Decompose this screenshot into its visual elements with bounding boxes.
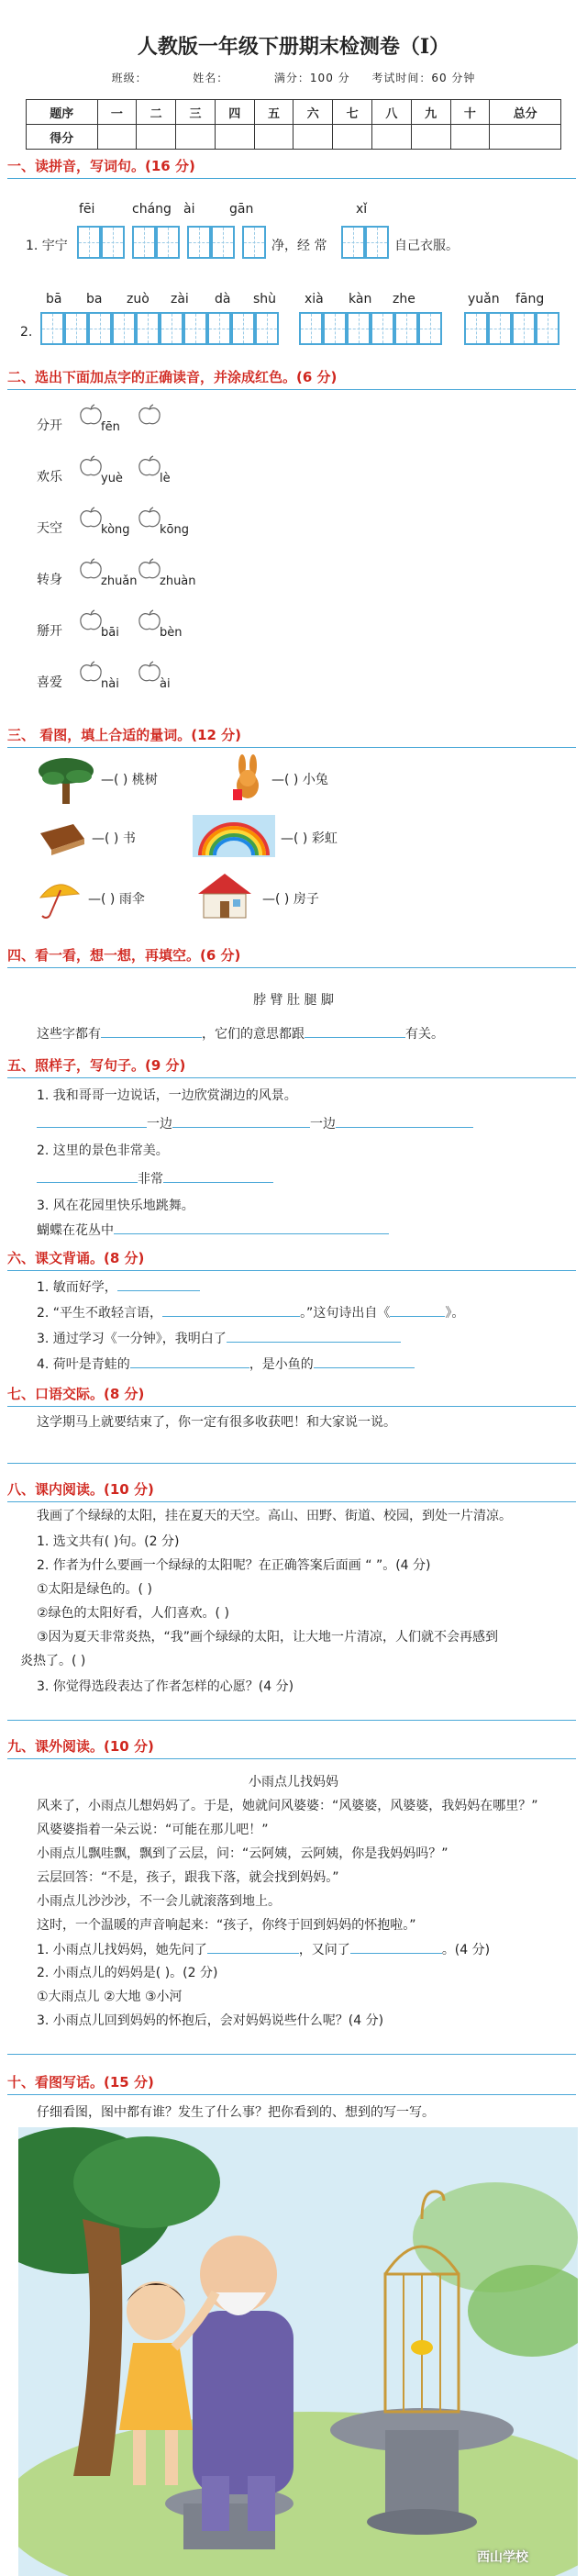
writing-box[interactable]: [464, 312, 488, 345]
pinyin: yuǎn: [468, 292, 500, 307]
writing-box[interactable]: [88, 312, 112, 345]
target-word: 掰开: [37, 624, 62, 639]
section-3-rule: [7, 747, 576, 748]
answer-blank[interactable]: [227, 1329, 401, 1343]
name-label: 姓名：: [193, 72, 229, 84]
pinyin: shù: [253, 292, 277, 307]
story-para: 小雨点儿飘哇飘，飘到了云层，问：“云阿姨，云阿姨，你是我妈妈吗？”: [37, 1846, 449, 1861]
score-cell[interactable]: [490, 125, 561, 150]
writing-box[interactable]: [64, 312, 88, 345]
q8-option-2: ②绿色的太阳好看，人们喜欢。( ): [37, 1606, 229, 1621]
grandpa-girl-bird-illustration: [18, 2127, 578, 2576]
section-4-heading: 四、看一看，想一想，再填空。(6 分): [7, 947, 241, 964]
q6-line-3: 3. 通过学习《一分钟》，我明白了: [37, 1329, 401, 1348]
q7-prompt: 这学期马上就要结束了，你一定有很多收获吧！和大家说一说。: [37, 1415, 396, 1430]
writing-box[interactable]: [211, 226, 235, 259]
rabbit-picture: [229, 754, 266, 802]
score-table-header-cell: 题序: [27, 100, 98, 125]
passage-8: 我画了个绿绿的太阳，挂在夏天的天空。高山、田野、街道、校园，到处一片清凉。: [37, 1509, 512, 1523]
pinyin-option: yuè: [101, 472, 123, 485]
section-5-rule: [7, 1077, 576, 1078]
pinyin-option: nài: [101, 677, 119, 691]
target-word: 分开: [37, 418, 62, 433]
measure-word-rainbow: —( ) 彩虹: [281, 831, 338, 846]
q1-suffix: 自己衣服。: [394, 239, 459, 253]
section-6-rule: [7, 1270, 576, 1271]
writing-box[interactable]: [242, 226, 266, 259]
story-para: 风来了，小雨点儿想妈妈了。于是，她就问风婆婆：“风婆婆，风婆婆，我妈妈在哪里？”: [37, 1799, 538, 1813]
q9-2: 2. 小雨点儿的妈妈是( )。(2 分): [37, 1966, 218, 1980]
apple-answer-icon[interactable]: [79, 558, 103, 580]
writing-box[interactable]: [488, 312, 512, 345]
section-10-heading: 十、看图写话。(15 分): [7, 2074, 154, 2091]
answer-blank[interactable]: [117, 1277, 200, 1291]
answer-blank[interactable]: [172, 1114, 310, 1128]
q1-prefix: 1. 宇宁: [26, 239, 68, 253]
writing-box[interactable]: [365, 226, 389, 259]
answer-blank[interactable]: [130, 1355, 249, 1368]
measure-word-book: —( ) 书: [92, 831, 136, 846]
reading-choice-row: [37, 417, 62, 435]
answer-blank[interactable]: [37, 1169, 138, 1183]
writing-box[interactable]: [156, 226, 180, 259]
apple-answer-icon[interactable]: [79, 661, 103, 683]
writing-box[interactable]: [101, 226, 125, 259]
pinyin: cháng: [132, 202, 172, 217]
radical-characters: 脖 臂 肚 腿 脚: [253, 993, 334, 1008]
writing-box[interactable]: [136, 312, 160, 345]
pinyin: zuò: [127, 292, 150, 307]
answer-blank[interactable]: [305, 1024, 405, 1038]
q8-option-3-cont: 炎热了。( ): [20, 1654, 86, 1668]
story-para: 风婆婆指着一朵云说：“可能在那儿吧！”: [37, 1823, 269, 1837]
writing-box[interactable]: [231, 312, 255, 345]
pinyin: fāng: [515, 292, 545, 307]
pinyin-option: bèn: [160, 626, 183, 640]
answer-blank[interactable]: [163, 1169, 273, 1183]
section-1-heading: 一、读拼音，写词句。(16 分): [7, 158, 195, 174]
exam-title: 人教版一年级下册期末检测卷（Ⅰ）: [137, 35, 450, 59]
pinyin: fēi: [79, 202, 95, 217]
pinyin: dà: [215, 292, 231, 307]
q8-option-3: ③因为夏天非常炎热，“我”画个绿绿的太阳，让大地一片清凉，人们就不会再感到: [37, 1630, 499, 1645]
score-table-header-cell: 六: [294, 100, 333, 125]
pinyin-option: bāi: [101, 626, 119, 640]
writing-box[interactable]: [160, 312, 183, 345]
story-para: 这时，一个温暖的声音响起来：“孩子，你终于回到妈妈的怀抱啦。”: [37, 1918, 416, 1933]
writing-box[interactable]: [187, 226, 211, 259]
pinyin: zhe: [393, 292, 415, 307]
score-table-header-cell: 五: [254, 100, 294, 125]
answer-blank[interactable]: [314, 1355, 415, 1368]
q8-3: 3. 你觉得选段表达了作者怎样的心愿？(4 分): [37, 1679, 294, 1694]
peach-tree-picture: [37, 754, 97, 806]
writing-box[interactable]: [536, 312, 559, 345]
q9-1: 1. 小雨点儿找妈妈，她先问了 ，又问了 。(4 分): [37, 1940, 490, 1959]
score-cell[interactable]: [254, 125, 294, 150]
umbrella-picture: [37, 877, 83, 920]
pinyin: ba: [86, 292, 103, 307]
pinyin: xǐ: [356, 202, 368, 217]
pinyin-option: ài: [160, 677, 171, 691]
answer-blank[interactable]: [336, 1114, 473, 1128]
writing-box[interactable]: [347, 312, 371, 345]
score-cell[interactable]: [411, 125, 450, 150]
book-picture: [37, 819, 88, 855]
score-table-header-cell: 三: [176, 100, 216, 125]
score-cell[interactable]: [176, 125, 216, 150]
story-title: 小雨点儿找妈妈: [249, 1775, 338, 1790]
pinyin: xià: [305, 292, 324, 307]
apple-answer-icon[interactable]: [79, 609, 103, 631]
answer-blank[interactable]: [207, 1940, 299, 1954]
section-10-rule: [7, 2094, 576, 2095]
reading-choice-row: [37, 468, 62, 486]
house-picture: [193, 870, 257, 921]
pinyin-option: fēn: [101, 420, 120, 434]
target-word: 天空: [37, 521, 62, 536]
answer-blank[interactable]: [390, 1303, 445, 1317]
q6-line-2: 2. “平生不敢轻言语， 。”这句诗出自《 》。: [37, 1303, 464, 1322]
q8-1: 1. 选文共有( )句。(2 分): [37, 1534, 180, 1549]
measure-word-tree: —( ) 桃树: [101, 773, 158, 787]
q10-prompt: 仔细看图，图中都有谁？发生了什么事？把你看到的、想到的写一写。: [37, 2105, 435, 2120]
section-2-rule: [7, 389, 576, 390]
pinyin: kàn: [349, 292, 372, 307]
score-table-header-cell: 九: [411, 100, 450, 125]
measure-word-rabbit: —( ) 小兔: [271, 773, 328, 787]
pinyin: zài: [171, 292, 189, 307]
apple-answer-icon[interactable]: [79, 455, 103, 477]
q8-option-1: ①太阳是绿色的。( ): [37, 1582, 152, 1597]
apple-answer-icon[interactable]: [79, 404, 103, 426]
measure-word-house: —( ) 房子: [262, 892, 319, 907]
score-table-header-cell: 一: [97, 100, 137, 125]
reading-choice-row: [37, 571, 62, 589]
class-label: 班级：: [111, 72, 148, 84]
apple-answer-icon[interactable]: [138, 404, 161, 426]
writing-box[interactable]: [132, 226, 156, 259]
score-table-header-cell: 七: [333, 100, 372, 125]
q2-prefix: 2.: [20, 325, 33, 340]
writing-box[interactable]: [371, 312, 394, 345]
pinyin-option: zhuǎn: [101, 574, 138, 588]
apple-answer-icon[interactable]: [138, 507, 161, 529]
score-table: [26, 99, 561, 150]
target-word: 欢乐: [37, 470, 62, 485]
section-7-heading: 七、口语交际。(8 分): [7, 1386, 145, 1402]
exam-meta: [0, 70, 587, 85]
section-1-rule: [7, 178, 576, 179]
story-para: 云层回答：“不是，孩子，跟我下落，就会找到妈妈。”: [37, 1870, 339, 1885]
q1-mid: 净，经 常: [271, 239, 327, 253]
apple-answer-icon[interactable]: [138, 609, 161, 631]
pinyin-option: kòng: [101, 523, 130, 537]
section-5-heading: 五、照样子，写句子。(9 分): [7, 1057, 186, 1074]
writing-box[interactable]: [77, 226, 101, 259]
score-table-header-cell: 二: [137, 100, 176, 125]
q6-line-1: 1. 敏而好学，: [37, 1277, 200, 1297]
q9-3: 3. 小雨点儿回到妈妈的怀抱后，会对妈妈说些什么呢？(4 分): [37, 2013, 384, 2028]
full-score-label: 满分：100 分: [273, 72, 350, 84]
rainbow-picture: [193, 815, 275, 857]
writing-box[interactable]: [394, 312, 418, 345]
writing-box[interactable]: [183, 312, 207, 345]
score-cell[interactable]: [137, 125, 176, 150]
apple-answer-icon[interactable]: [138, 558, 161, 580]
writing-box[interactable]: [418, 312, 442, 345]
pinyin: bā: [46, 292, 62, 307]
section-7-rule: [7, 1406, 576, 1407]
writing-box[interactable]: [112, 312, 136, 345]
q5-example-1: 1. 我和哥哥一边说话，一边欣赏湖边的风景。: [37, 1088, 297, 1103]
score-table-header-cell: 四: [215, 100, 254, 125]
q5-example-3: 3. 风在花园里快乐地跳舞。: [37, 1199, 194, 1213]
target-word: 转身: [37, 573, 62, 587]
section-6-heading: 六、课文背诵。(8 分): [7, 1250, 145, 1266]
score-cell[interactable]: [215, 125, 254, 150]
section-2-heading: 二、选出下面加点字的正确读音，并涂成红色。(6 分): [7, 369, 338, 385]
pinyin-option: zhuàn: [160, 574, 196, 588]
target-word: 喜爱: [37, 675, 62, 690]
pinyin: gān: [229, 202, 254, 217]
section-8-heading: 八、课内阅读。(10 分): [7, 1481, 154, 1498]
apple-answer-icon[interactable]: [138, 661, 161, 683]
pinyin-option: lè: [160, 472, 171, 485]
score-table-header-cell: 十: [450, 100, 490, 125]
section-8-rule: [7, 1501, 576, 1502]
reading-choice-row: [37, 622, 62, 641]
watermark: 西山学校: [477, 2550, 528, 2565]
answer-line[interactable]: [7, 1720, 576, 1721]
writing-box[interactable]: [255, 312, 279, 345]
section-9-rule: [7, 1758, 576, 1759]
reading-choice-row: [37, 519, 62, 538]
score-cell[interactable]: [97, 125, 137, 150]
answer-blank[interactable]: [162, 1303, 300, 1317]
q5-answer-3: 蝴蝶在花丛中: [37, 1221, 389, 1240]
answer-line[interactable]: [7, 2054, 576, 2055]
answer-line[interactable]: [7, 1463, 576, 1464]
writing-box[interactable]: [512, 312, 536, 345]
score-table-header-cell: 八: [371, 100, 411, 125]
answer-blank[interactable]: [114, 1221, 389, 1234]
writing-box[interactable]: [323, 312, 347, 345]
pinyin: ài: [183, 202, 195, 217]
q4-sentence: 这些字都有 ，它们的意思都跟 有关。: [37, 1024, 444, 1043]
apple-answer-icon[interactable]: [79, 507, 103, 529]
answer-blank[interactable]: [350, 1940, 442, 1954]
q5-example-2: 2. 这里的景色非常美。: [37, 1143, 169, 1158]
section-9-heading: 九、课外阅读。(10 分): [7, 1738, 154, 1755]
writing-box[interactable]: [299, 312, 323, 345]
score-row-label: 得分: [27, 125, 98, 150]
reading-choice-row: [37, 674, 62, 692]
section-3-heading: 三、 看图，填上合适的量词。(12 分): [7, 727, 242, 743]
score-table-header-cell: 总分: [490, 100, 561, 125]
q5-answer-2: 非常: [37, 1169, 273, 1188]
measure-word-umbrella: —( ) 雨伞: [88, 892, 145, 907]
q5-answer-1: 一边 一边: [37, 1114, 473, 1133]
q9-2-options: ①大雨点儿 ②大地 ③小河: [37, 1990, 183, 2004]
answer-blank[interactable]: [101, 1024, 202, 1038]
time-label: 考试时间：60 分钟: [371, 72, 476, 84]
score-cell[interactable]: [333, 125, 372, 150]
q8-2: 2. 作者为什么要画一个绿绿的太阳呢？在正确答案后面画 “ ”。(4 分): [37, 1558, 431, 1573]
score-cell[interactable]: [450, 125, 490, 150]
writing-box[interactable]: [341, 226, 365, 259]
writing-box[interactable]: [207, 312, 231, 345]
answer-blank[interactable]: [37, 1114, 147, 1128]
q6-line-4: 4. 荷叶是青蛙的 ，是小鱼的: [37, 1355, 415, 1374]
score-cell[interactable]: [371, 125, 411, 150]
score-cell[interactable]: [294, 125, 333, 150]
story-para: 小雨点儿沙沙沙，不一会儿就滚落到地上。: [37, 1894, 281, 1909]
section-4-rule: [7, 967, 576, 968]
writing-box[interactable]: [40, 312, 64, 345]
pinyin-option: kōng: [160, 523, 189, 537]
apple-answer-icon[interactable]: [138, 455, 161, 477]
